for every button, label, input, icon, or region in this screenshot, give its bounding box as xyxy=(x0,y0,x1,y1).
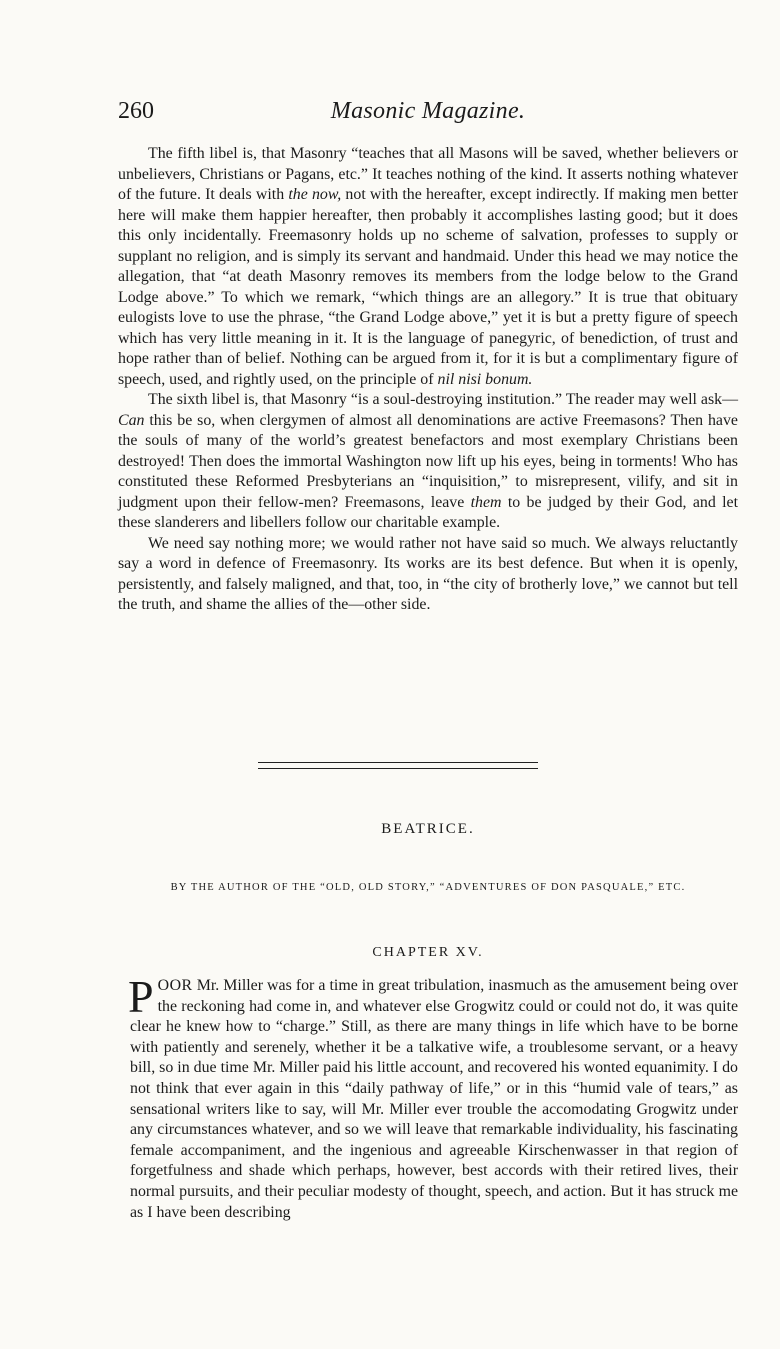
cap-word: OOR xyxy=(157,977,193,994)
text-run: The sixth libel is, that Masonry “is a soul-destroying institution.” The reader may well ask— xyxy=(148,391,738,408)
story-byline: BY THE AUTHOR OF THE “OLD, OLD STORY,” “ADVENTURES OF DON PASQUALE,” ETC. xyxy=(170,882,686,893)
italic-run: Can xyxy=(118,411,145,429)
chapter-heading: CHAPTER XV. xyxy=(372,945,484,960)
text-run: not with the hereafter, except indirectly. If making men better here will make them happier hereafter, then probably it accomplishes lasting good; but it does this only incidentally. Freemasonry holds up no scheme of salvation, professes to supply or supplant no religion, and is simply its servant and handmaid. Under this head we may notice the allegation, that “at death Masonry removes its members from the lodge below to the Grand Lodge above.” To which we remark, “which things are an allegory.” It is true that obituary eulogists love to use the phrase, “the Grand Lodge above,” yet it is but a pretty figure of speech which has very little meaning in it. It is the language of panegyric, of benediction, of trust and hope rather than of belief. Nothing can be argued from it, for it is but a complimentary figure of speech, used, and rightly used, on the principle of xyxy=(118,186,738,388)
text-run: this be so, when clergymen of almost all denominations are active Freemasons? Then have the souls of many of the world’s greatest benefactors and most exemplary Christians been destroyed! Then does the immortal Washington now lift up his eyes, being in torments! Who has constituted these Reformed Presbyterians an “inquisition,” to misrepresent, vilify, and sit in judgment upon their fellow-men? Freemasons, leave xyxy=(118,411,738,511)
italic-run: nil nisi bonum. xyxy=(437,370,533,388)
paragraph-fifth-libel xyxy=(118,144,738,390)
article-body xyxy=(118,144,738,616)
paragraph-conclusion: We need say nothing more; we would rather not have said so much. We always reluctantly say a word in defence of Freemasonry. Its works are its best defence. But when it is openly, persistently, and falsely maligned, and that, too, in “the city of brotherly love,” we cannot but tell the truth, and shame the allies of the—other side. xyxy=(118,534,738,613)
section-divider xyxy=(258,762,538,763)
drop-cap: P xyxy=(128,971,154,1022)
text-run: to be judged by their God, and let these slanderers and libellers follow our charitable example. xyxy=(118,493,738,531)
chapter-paragraph xyxy=(128,971,738,1223)
running-title: Masonic Magazine. xyxy=(330,98,526,124)
italic-run: the now, xyxy=(288,186,342,203)
paragraph-sixth-libel xyxy=(118,390,738,534)
chapter-text-run: Mr. Miller was for a time in great tribulation, inasmuch as the amusement being over the reckoning had come in, and whatever else Grogwitz could or could not do, it was quite clear he knew how to “charge.” Still, as there are many things in life which have to be borne with patiently and serenely, whether it be a talkative wife, a troublesome servant, or a heavy bill, so in due time Mr. Miller paid his little account, and recovered his wonted equanimity. I do not think that ever again in this “daily pathway of life,” or in this “humid vale of tears,” as sensational writers like to say, will Mr. Miller ever trouble the accomodating Grogwitz under any circumstances whatever, and so we will leave that remarkable individuality, his fascinating female accompaniment, and the ingenious and agreeable Kirschenwasser in that region of forgetfulness and shade which perhaps, however, best accords with their retired lives, their normal pursuits, and their peculiar modesty of thought, speech, and action. But it has struck me as I have been describing xyxy=(130,977,738,1221)
chapter-body xyxy=(128,971,738,1223)
section-divider xyxy=(258,768,538,769)
italic-run: them xyxy=(470,493,502,511)
page-header xyxy=(118,98,738,134)
page-number: 260 xyxy=(118,98,154,124)
text-run: The fifth libel is, that Masonry “teaches that all Masons will be saved, whether believers or unbelievers, Christians or Pagans, etc.” It teaches nothing of the kind. It asserts nothing whatever of the future. It deals with xyxy=(118,145,738,203)
story-title: BEATRICE. xyxy=(381,821,475,837)
